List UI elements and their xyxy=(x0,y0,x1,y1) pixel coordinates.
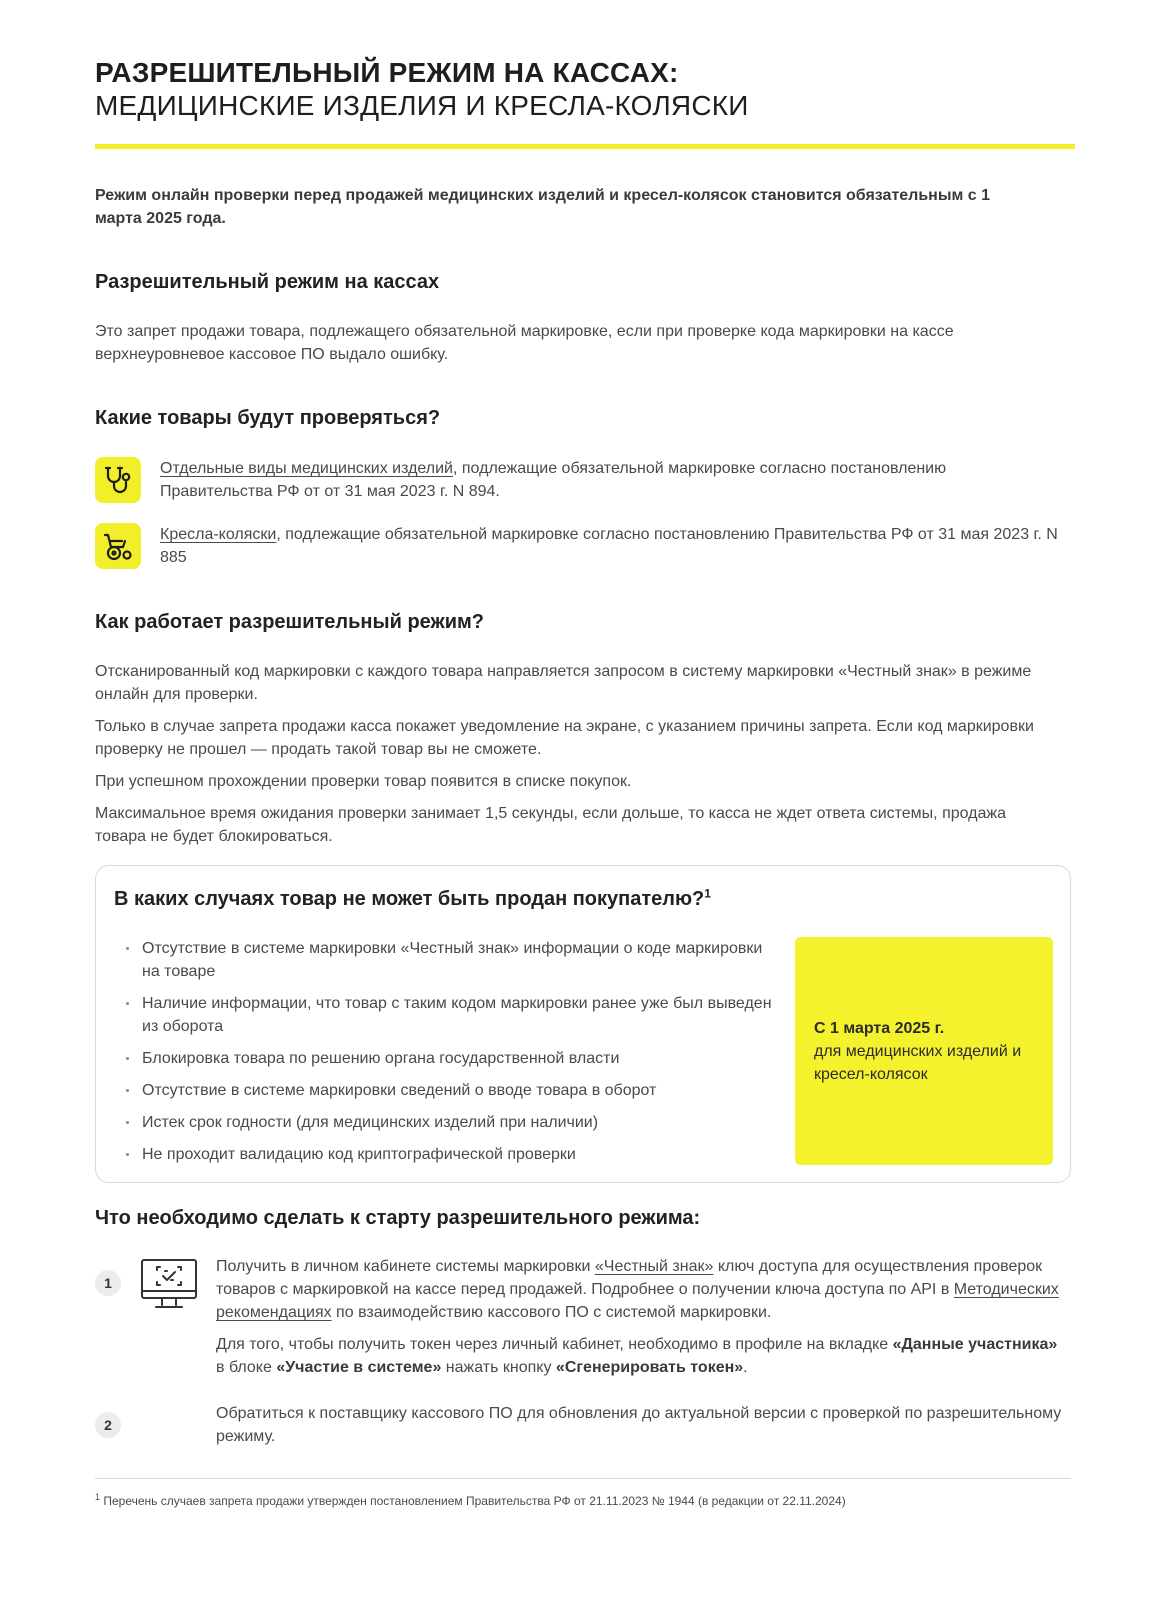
step-1-text xyxy=(216,1255,1066,1388)
list-item-text: Наличие информации, что товар с таким кодом маркировки ранее уже был выведен из оборота xyxy=(142,995,772,1035)
bullet-icon xyxy=(126,1057,129,1060)
wheelchairs-link[interactable]: Кресла-коляски xyxy=(160,526,277,543)
list-item xyxy=(114,1047,774,1070)
start-date: С 1 марта 2025 г. xyxy=(814,1020,945,1037)
step-1-paragraph-1 xyxy=(216,1255,1066,1324)
bullet-icon xyxy=(126,1153,129,1156)
how-paragraphs xyxy=(95,660,1055,857)
footnote-mark: 1 xyxy=(95,1492,101,1502)
intro-text: Режим онлайн проверки перед продажей медицинских изделий и кресел-колясок становится обязательным с 1 марта 2025 года. xyxy=(95,187,991,227)
goods-item-text xyxy=(160,523,1060,569)
bold-span: «Данные участника» xyxy=(892,1336,1058,1353)
how-paragraph: Отсканированный код маркировки с каждого товара направляется запросом в систему маркировки «Честный знак» в режиме онлайн для проверки. xyxy=(95,663,1032,703)
how-heading: Как работает разрешительный режим? xyxy=(95,611,485,633)
bullet-icon xyxy=(126,1121,129,1124)
cases-list xyxy=(114,937,774,1175)
step-1-paragraph-2 xyxy=(216,1333,1066,1379)
how-paragraph: При успешном прохождении проверки товар появится в списке покупок. xyxy=(95,773,632,790)
accent-divider xyxy=(95,144,1075,149)
start-date-scope: для медицинских изделий и кресел-колясок xyxy=(814,1043,1022,1083)
goods-item-text xyxy=(160,457,1060,503)
bullet-icon xyxy=(126,947,129,950)
page-title xyxy=(95,56,749,122)
text-span: Получить в личном кабинете системы маркировки xyxy=(216,1258,595,1275)
step-2-paragraph: Обратиться к поставщику кассового ПО для обновления до актуальной версии с проверкой по разрешительному режиму. xyxy=(216,1405,1062,1445)
footnote-text: Перечень случаев запрета продажи утвержден постановлением Правительства РФ от 21.11.2023 № 1944 (в редакции от 22.11.2024) xyxy=(100,1494,846,1508)
goods-heading: Какие товары будут проверяться? xyxy=(95,407,441,429)
list-item xyxy=(114,1143,774,1166)
bold-span: «Участие в системе» xyxy=(276,1359,442,1376)
step-number-2: 2 xyxy=(95,1412,121,1438)
stethoscope-icon xyxy=(95,457,141,503)
text-span: Для того, чтобы получить токен через личный кабинет, необходимо в профиле на вкладке xyxy=(216,1336,893,1353)
list-item xyxy=(114,1079,774,1102)
bullet-icon xyxy=(126,1089,129,1092)
text-span: . xyxy=(743,1359,748,1376)
title-line-1: РАЗРЕШИТЕЛЬНЫЙ РЕЖИМ НА КАССАХ: xyxy=(95,57,679,88)
list-item-text: Истек срок годности (для медицинских изделий при наличии) xyxy=(142,1114,599,1131)
monitor-scan-icon xyxy=(140,1257,200,1318)
start-heading: Что необходимо сделать к старту разрешительного режима: xyxy=(95,1207,701,1229)
list-item-text: Отсутствие в системе маркировки сведений о вводе товара в оборот xyxy=(142,1082,657,1099)
bullet-icon xyxy=(126,1002,129,1005)
list-item-text: Не проходит валидацию код криптографической проверки xyxy=(142,1146,576,1163)
regime-heading: Разрешительный режим на кассах xyxy=(95,271,440,293)
list-item-text: Блокировка товара по решению органа государственной власти xyxy=(142,1050,620,1067)
start-date-card xyxy=(795,937,1053,1165)
regime-text: Это запрет продажи товара, подлежащего обязательной маркировке, если при проверке кода маркировки на кассе верхнеуровневое кассовое ПО выдало ошибку. xyxy=(95,323,954,363)
footnote-ref: 1 xyxy=(704,886,711,901)
how-paragraph: Только в случае запрета продажи касса покажет уведомление на экране, с указанием причины запрета. Если код маркировки проверку не прошел — продать такой товар вы не сможете. xyxy=(95,718,1034,758)
step-number-1: 1 xyxy=(95,1270,121,1296)
goods-item-desc: , подлежащие обязательной маркировке согласно постановлению Правительства РФ от 31 мая 2023 г. N 885 xyxy=(160,526,1058,566)
list-item xyxy=(114,1111,774,1134)
text-span: ключ доступа для осуществления проверок товаров с маркировкой на кассе перед продажей. Подробнее о получении ключа доступа по API в xyxy=(216,1258,1043,1298)
cases-heading xyxy=(114,888,711,911)
list-item xyxy=(114,992,774,1038)
title-line-2: МЕДИЦИНСКИЕ ИЗДЕЛИЯ И КРЕСЛА-КОЛЯСКИ xyxy=(95,90,749,121)
cases-heading-text: В каких случаях товар не может быть продан покупателю? xyxy=(114,888,705,910)
cases-box xyxy=(95,865,1071,1183)
how-paragraph: Максимальное время ожидания проверки занимает 1,5 секунды, если дольше, то касса не ждет ответа системы, продажа товара не будет блокироваться. xyxy=(95,805,1007,845)
footnote xyxy=(95,1489,846,1509)
footnote-divider xyxy=(95,1478,1071,1479)
text-span: в блоке xyxy=(216,1359,277,1376)
chestny-znak-link[interactable]: «Честный знак» xyxy=(594,1258,714,1275)
bold-span: «Сгенерировать токен» xyxy=(555,1359,744,1376)
list-item xyxy=(114,937,774,983)
text-span: нажать кнопку xyxy=(441,1359,556,1376)
list-item-text: Отсутствие в системе маркировки «Честный знак» информации о коде маркировки на товаре xyxy=(142,940,763,980)
guidelines-link[interactable]: Методических рекомендациях xyxy=(216,1281,1059,1321)
medical-devices-link[interactable]: Отдельные виды медицинских изделий xyxy=(160,460,453,477)
goods-item-desc: , подлежащие обязательной маркировке согласно постановлению Правительства РФ от от 31 мая 2023 г. N 894. xyxy=(160,460,947,500)
step-2-text xyxy=(216,1402,1066,1457)
wheelchair-icon xyxy=(95,523,141,569)
text-span: по взаимодействию кассового ПО с системой маркировки. xyxy=(331,1304,772,1321)
